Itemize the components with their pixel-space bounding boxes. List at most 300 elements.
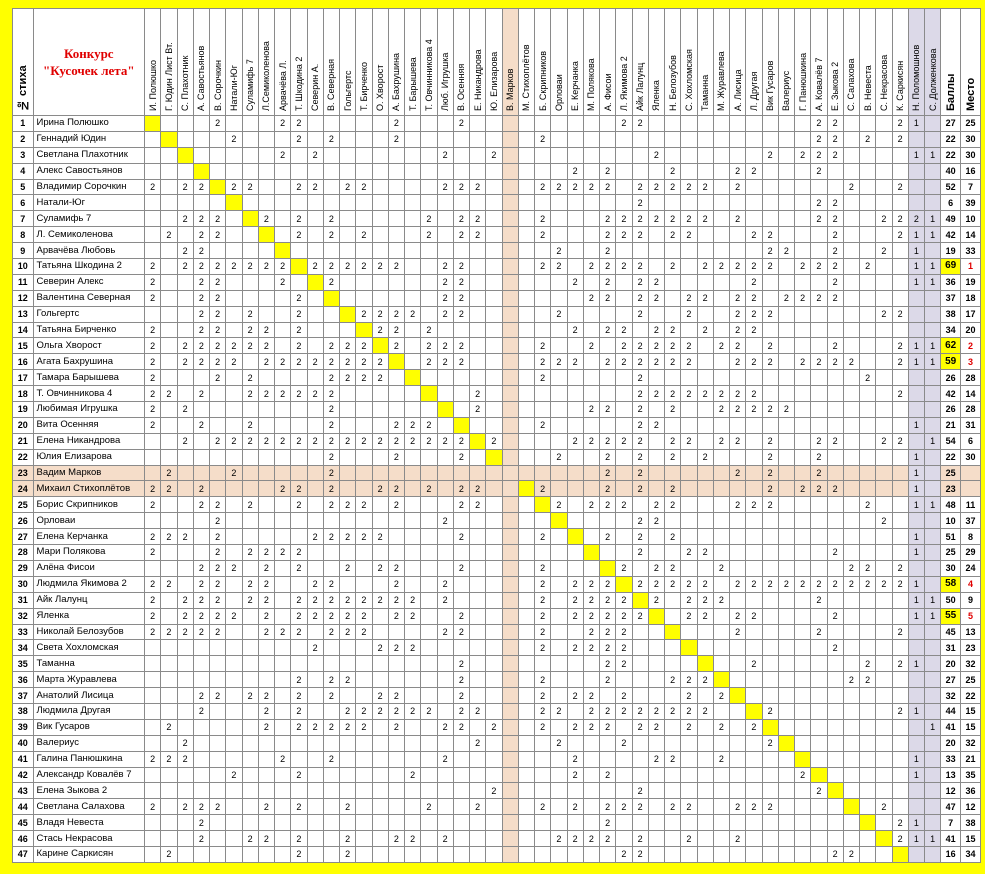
vote-cell [161, 831, 177, 847]
vote-cell [746, 465, 762, 481]
vote-cell: 1 [925, 719, 941, 735]
vote-cell [681, 417, 697, 433]
vote-cell [567, 703, 583, 719]
vote-cell [177, 386, 193, 402]
vote-cell [876, 624, 892, 640]
vote-cell [746, 529, 762, 545]
vote-cell: 2 [405, 306, 421, 322]
vote-cell [453, 131, 469, 147]
vote-cell [746, 815, 762, 831]
vote-cell [795, 116, 811, 132]
vote-cell [843, 719, 859, 735]
vote-cell: 2 [713, 719, 729, 735]
vote-cell: 2 [177, 259, 193, 275]
vote-cell [811, 767, 827, 783]
vote-cell: 1 [908, 703, 924, 719]
vote-cell: 2 [746, 290, 762, 306]
vote-cell [421, 751, 437, 767]
vote-cell [193, 545, 209, 561]
vote-cell [648, 815, 664, 831]
vote-cell [648, 259, 664, 275]
vote-cell [795, 417, 811, 433]
contest-title: Конкурс "Кусочек лета" [33, 9, 145, 116]
vote-cell: 2 [827, 846, 843, 862]
vote-cell [697, 799, 713, 815]
vote-cell [616, 179, 632, 195]
vote-cell: 2 [258, 624, 274, 640]
vote-cell [762, 370, 778, 386]
vote-cell [811, 656, 827, 672]
vote-cell: 2 [632, 386, 648, 402]
vote-cell [616, 481, 632, 497]
vote-cell: 2 [437, 831, 453, 847]
vote-cell: 2 [356, 719, 372, 735]
vote-cell [388, 672, 404, 688]
vote-cell [242, 735, 258, 751]
vote-cell: 2 [388, 719, 404, 735]
vote-cell [778, 465, 794, 481]
vote-cell [518, 640, 534, 656]
row-number: 9 [13, 243, 34, 259]
vote-cell [827, 465, 843, 481]
vote-cell [421, 449, 437, 465]
vote-cell [356, 672, 372, 688]
vote-cell [210, 846, 226, 862]
vote-cell [860, 624, 876, 640]
row-number: 38 [13, 703, 34, 719]
vote-cell [193, 449, 209, 465]
vote-cell [616, 195, 632, 211]
vote-cell [925, 545, 941, 561]
vote-cell [632, 497, 648, 513]
vote-cell [470, 449, 486, 465]
vote-cell [145, 116, 161, 132]
vote-cell [843, 290, 859, 306]
vote-cell: 2 [226, 354, 242, 370]
vote-cell [372, 751, 388, 767]
vote-cell: 2 [323, 751, 339, 767]
vote-cell [697, 560, 713, 576]
row-number: 19 [13, 402, 34, 418]
vote-cell: 2 [730, 163, 746, 179]
row-number: 34 [13, 640, 34, 656]
vote-cell: 2 [616, 624, 632, 640]
vote-cell [502, 846, 518, 862]
vote-cell: 2 [616, 227, 632, 243]
vote-cell [226, 306, 242, 322]
place-cell: 24 [961, 560, 981, 576]
vote-cell [372, 672, 388, 688]
vote-cell: 2 [600, 703, 616, 719]
score-cell: 55 [941, 608, 961, 624]
vote-cell: 2 [665, 227, 681, 243]
vote-cell: 2 [746, 576, 762, 592]
vote-cell [372, 338, 388, 354]
vote-cell [551, 211, 567, 227]
vote-cell [486, 545, 502, 561]
score-cell: 40 [941, 163, 961, 179]
vote-cell [795, 783, 811, 799]
vote-cell [518, 624, 534, 640]
vote-cell [551, 227, 567, 243]
vote-cell: 2 [210, 211, 226, 227]
vote-cell: 2 [193, 259, 209, 275]
vote-cell: 2 [648, 179, 664, 195]
vote-cell [616, 306, 632, 322]
score-cell: 25 [941, 545, 961, 561]
vote-cell: 2 [762, 735, 778, 751]
vote-cell: 2 [145, 354, 161, 370]
vote-cell: 2 [177, 243, 193, 259]
vote-cell: 1 [908, 529, 924, 545]
vote-cell: 2 [648, 274, 664, 290]
vote-cell: 2 [567, 274, 583, 290]
table-row [13, 306, 981, 322]
vote-cell [795, 735, 811, 751]
vote-cell [665, 608, 681, 624]
vote-cell [307, 227, 323, 243]
vote-cell [470, 560, 486, 576]
vote-cell: 2 [600, 449, 616, 465]
vote-cell: 2 [746, 497, 762, 513]
vote-cell [437, 386, 453, 402]
vote-cell [583, 799, 599, 815]
vote-cell [388, 799, 404, 815]
vote-cell [681, 767, 697, 783]
vote-cell: 2 [600, 274, 616, 290]
vote-cell: 2 [665, 449, 681, 465]
vote-cell [827, 719, 843, 735]
vote-cell [275, 529, 291, 545]
vote-cell [876, 640, 892, 656]
vote-cell: 2 [730, 624, 746, 640]
vote-cell [307, 735, 323, 751]
vote-cell: 2 [405, 433, 421, 449]
score-cell: 25 [941, 465, 961, 481]
vote-cell [502, 370, 518, 386]
vote-cell [486, 417, 502, 433]
vote-cell [242, 131, 258, 147]
vote-cell [860, 274, 876, 290]
vote-cell [551, 751, 567, 767]
row-number: 6 [13, 195, 34, 211]
vote-cell: 2 [453, 560, 469, 576]
vote-cell: 2 [242, 338, 258, 354]
vote-cell [860, 227, 876, 243]
vote-cell [405, 497, 421, 513]
vote-cell [372, 815, 388, 831]
vote-cell [860, 243, 876, 259]
vote-cell: 2 [405, 640, 421, 656]
vote-cell [388, 767, 404, 783]
vote-cell: 2 [193, 243, 209, 259]
vote-cell [323, 640, 339, 656]
vote-cell [356, 465, 372, 481]
vote-cell [242, 703, 258, 719]
place-cell: 13 [961, 624, 981, 640]
score-cell: 22 [941, 449, 961, 465]
vote-cell [827, 672, 843, 688]
vote-cell [405, 783, 421, 799]
vote-cell [258, 402, 274, 418]
vote-cell [600, 846, 616, 862]
vote-cell: 2 [632, 306, 648, 322]
vote-cell [713, 672, 729, 688]
vote-cell: 2 [307, 719, 323, 735]
vote-cell: 1 [925, 274, 941, 290]
vote-cell [356, 290, 372, 306]
vote-cell [161, 608, 177, 624]
vote-cell: 2 [713, 592, 729, 608]
poet-column-header: Суламифь 7 [242, 9, 258, 116]
vote-cell [258, 672, 274, 688]
vote-cell [713, 481, 729, 497]
vote-cell: 2 [811, 290, 827, 306]
vote-cell [307, 703, 323, 719]
vote-cell: 2 [697, 259, 713, 275]
vote-cell [762, 195, 778, 211]
vote-cell [827, 402, 843, 418]
vote-cell [648, 688, 664, 704]
vote-cell: 2 [746, 719, 762, 735]
vote-cell [843, 465, 859, 481]
vote-cell: 2 [535, 560, 551, 576]
row-number: 30 [13, 576, 34, 592]
vote-cell [177, 656, 193, 672]
vote-cell [258, 751, 274, 767]
vote-cell [713, 815, 729, 831]
vote-cell [843, 735, 859, 751]
vote-cell [145, 735, 161, 751]
vote-cell [616, 402, 632, 418]
vote-cell [925, 417, 941, 433]
place-cell: 38 [961, 815, 981, 831]
vote-cell [567, 306, 583, 322]
vote-cell: 2 [811, 783, 827, 799]
vote-cell [551, 465, 567, 481]
place-cell: 2 [961, 338, 981, 354]
vote-cell: 2 [177, 735, 193, 751]
poet-column-header: Т. Барышева [405, 9, 421, 116]
vote-cell [843, 624, 859, 640]
vote-cell: 2 [307, 433, 323, 449]
vote-cell [762, 751, 778, 767]
vote-cell [551, 386, 567, 402]
vote-cell: 2 [811, 576, 827, 592]
vote-cell [876, 370, 892, 386]
table-row [13, 195, 981, 211]
vote-cell [746, 592, 762, 608]
vote-cell [713, 274, 729, 290]
vote-cell: 2 [681, 211, 697, 227]
vote-cell: 2 [210, 560, 226, 576]
vote-cell [161, 402, 177, 418]
vote-cell [226, 576, 242, 592]
vote-cell [811, 703, 827, 719]
vote-cell: 2 [697, 703, 713, 719]
vote-cell [681, 195, 697, 211]
vote-cell: 2 [681, 386, 697, 402]
vote-cell: 2 [210, 624, 226, 640]
vote-cell: 2 [291, 306, 307, 322]
vote-cell [226, 688, 242, 704]
vote-cell [713, 513, 729, 529]
vote-cell [860, 767, 876, 783]
vote-cell [161, 259, 177, 275]
vote-cell [535, 767, 551, 783]
vote-cell: 2 [177, 751, 193, 767]
vote-cell [730, 417, 746, 433]
vote-cell [470, 624, 486, 640]
vote-cell [827, 417, 843, 433]
vote-cell: 2 [193, 815, 209, 831]
vote-cell: 2 [388, 306, 404, 322]
vote-cell [843, 815, 859, 831]
vote-cell [437, 370, 453, 386]
vote-cell [827, 815, 843, 831]
score-cell: 32 [941, 688, 961, 704]
vote-cell [892, 545, 908, 561]
vote-cell: 2 [665, 338, 681, 354]
vote-cell [600, 338, 616, 354]
vote-cell [226, 799, 242, 815]
vote-cell: 2 [648, 290, 664, 306]
vote-cell [372, 227, 388, 243]
vote-cell: 2 [665, 529, 681, 545]
vote-cell: 2 [535, 719, 551, 735]
vote-cell: 2 [892, 656, 908, 672]
vote-cell [518, 243, 534, 259]
vote-cell: 2 [226, 433, 242, 449]
vote-cell [551, 688, 567, 704]
vote-cell [843, 211, 859, 227]
vote-cell [421, 259, 437, 275]
vote-cell: 2 [665, 576, 681, 592]
vote-cell [795, 274, 811, 290]
vote-cell [161, 640, 177, 656]
vote-cell [778, 306, 794, 322]
vote-cell: 2 [551, 306, 567, 322]
vote-cell [795, 703, 811, 719]
vote-cell: 2 [340, 719, 356, 735]
vote-cell [340, 147, 356, 163]
vote-cell: 2 [421, 322, 437, 338]
vote-cell: 2 [730, 322, 746, 338]
vote-cell [583, 783, 599, 799]
vote-cell [258, 131, 274, 147]
place-cell: 8 [961, 529, 981, 545]
vote-cell: 2 [437, 624, 453, 640]
vote-cell [616, 163, 632, 179]
vote-cell [860, 306, 876, 322]
vote-cell: 1 [925, 592, 941, 608]
vote-cell [161, 306, 177, 322]
vote-cell [437, 767, 453, 783]
vote-cell [665, 624, 681, 640]
vote-cell [242, 560, 258, 576]
poem-author: Елена Зыкова 2 [33, 783, 145, 799]
vote-cell [876, 846, 892, 862]
vote-cell [876, 481, 892, 497]
vote-cell: 2 [356, 179, 372, 195]
vote-cell [518, 560, 534, 576]
vote-cell [746, 131, 762, 147]
vote-cell: 2 [177, 799, 193, 815]
vote-cell [795, 513, 811, 529]
row-number: 14 [13, 322, 34, 338]
vote-cell [925, 560, 941, 576]
vote-cell [405, 751, 421, 767]
vote-cell: 2 [632, 259, 648, 275]
vote-cell: 2 [453, 306, 469, 322]
vote-cell [600, 417, 616, 433]
vote-cell [746, 211, 762, 227]
vote-cell [551, 656, 567, 672]
vote-cell: 2 [388, 592, 404, 608]
vote-cell [193, 195, 209, 211]
vote-cell [827, 306, 843, 322]
vote-cell [746, 116, 762, 132]
vote-cell [453, 799, 469, 815]
vote-cell: 2 [388, 497, 404, 513]
vote-cell [778, 497, 794, 513]
row-number: 18 [13, 386, 34, 402]
vote-cell [713, 306, 729, 322]
vote-cell [795, 846, 811, 862]
vote-cell [210, 767, 226, 783]
vote-cell [876, 688, 892, 704]
vote-cell: 2 [242, 545, 258, 561]
vote-cell [453, 751, 469, 767]
vote-cell [860, 640, 876, 656]
vote-cell: 2 [632, 227, 648, 243]
vote-cell [145, 211, 161, 227]
vote-cell [437, 815, 453, 831]
vote-cell [323, 560, 339, 576]
vote-cell [291, 147, 307, 163]
vote-cell: 2 [210, 608, 226, 624]
vote-cell [567, 545, 583, 561]
vote-cell [502, 529, 518, 545]
vote-cell [843, 402, 859, 418]
vote-cell [161, 560, 177, 576]
vote-cell: 2 [632, 465, 648, 481]
vote-cell [291, 417, 307, 433]
vote-cell [908, 672, 924, 688]
vote-cell [762, 560, 778, 576]
vote-cell [145, 465, 161, 481]
vote-cell [876, 322, 892, 338]
vote-cell [470, 465, 486, 481]
vote-cell: 2 [811, 433, 827, 449]
vote-cell: 2 [535, 592, 551, 608]
vote-cell: 2 [535, 354, 551, 370]
vote-cell [210, 386, 226, 402]
vote-cell [470, 354, 486, 370]
vote-cell [876, 529, 892, 545]
row-number: 37 [13, 688, 34, 704]
vote-cell [778, 481, 794, 497]
vote-cell [193, 656, 209, 672]
vote-cell [681, 481, 697, 497]
vote-cell [600, 545, 616, 561]
vote-cell [193, 513, 209, 529]
vote-cell: 2 [291, 354, 307, 370]
table-row [13, 211, 981, 227]
vote-cell [876, 354, 892, 370]
vote-cell [258, 195, 274, 211]
vote-cell [307, 211, 323, 227]
